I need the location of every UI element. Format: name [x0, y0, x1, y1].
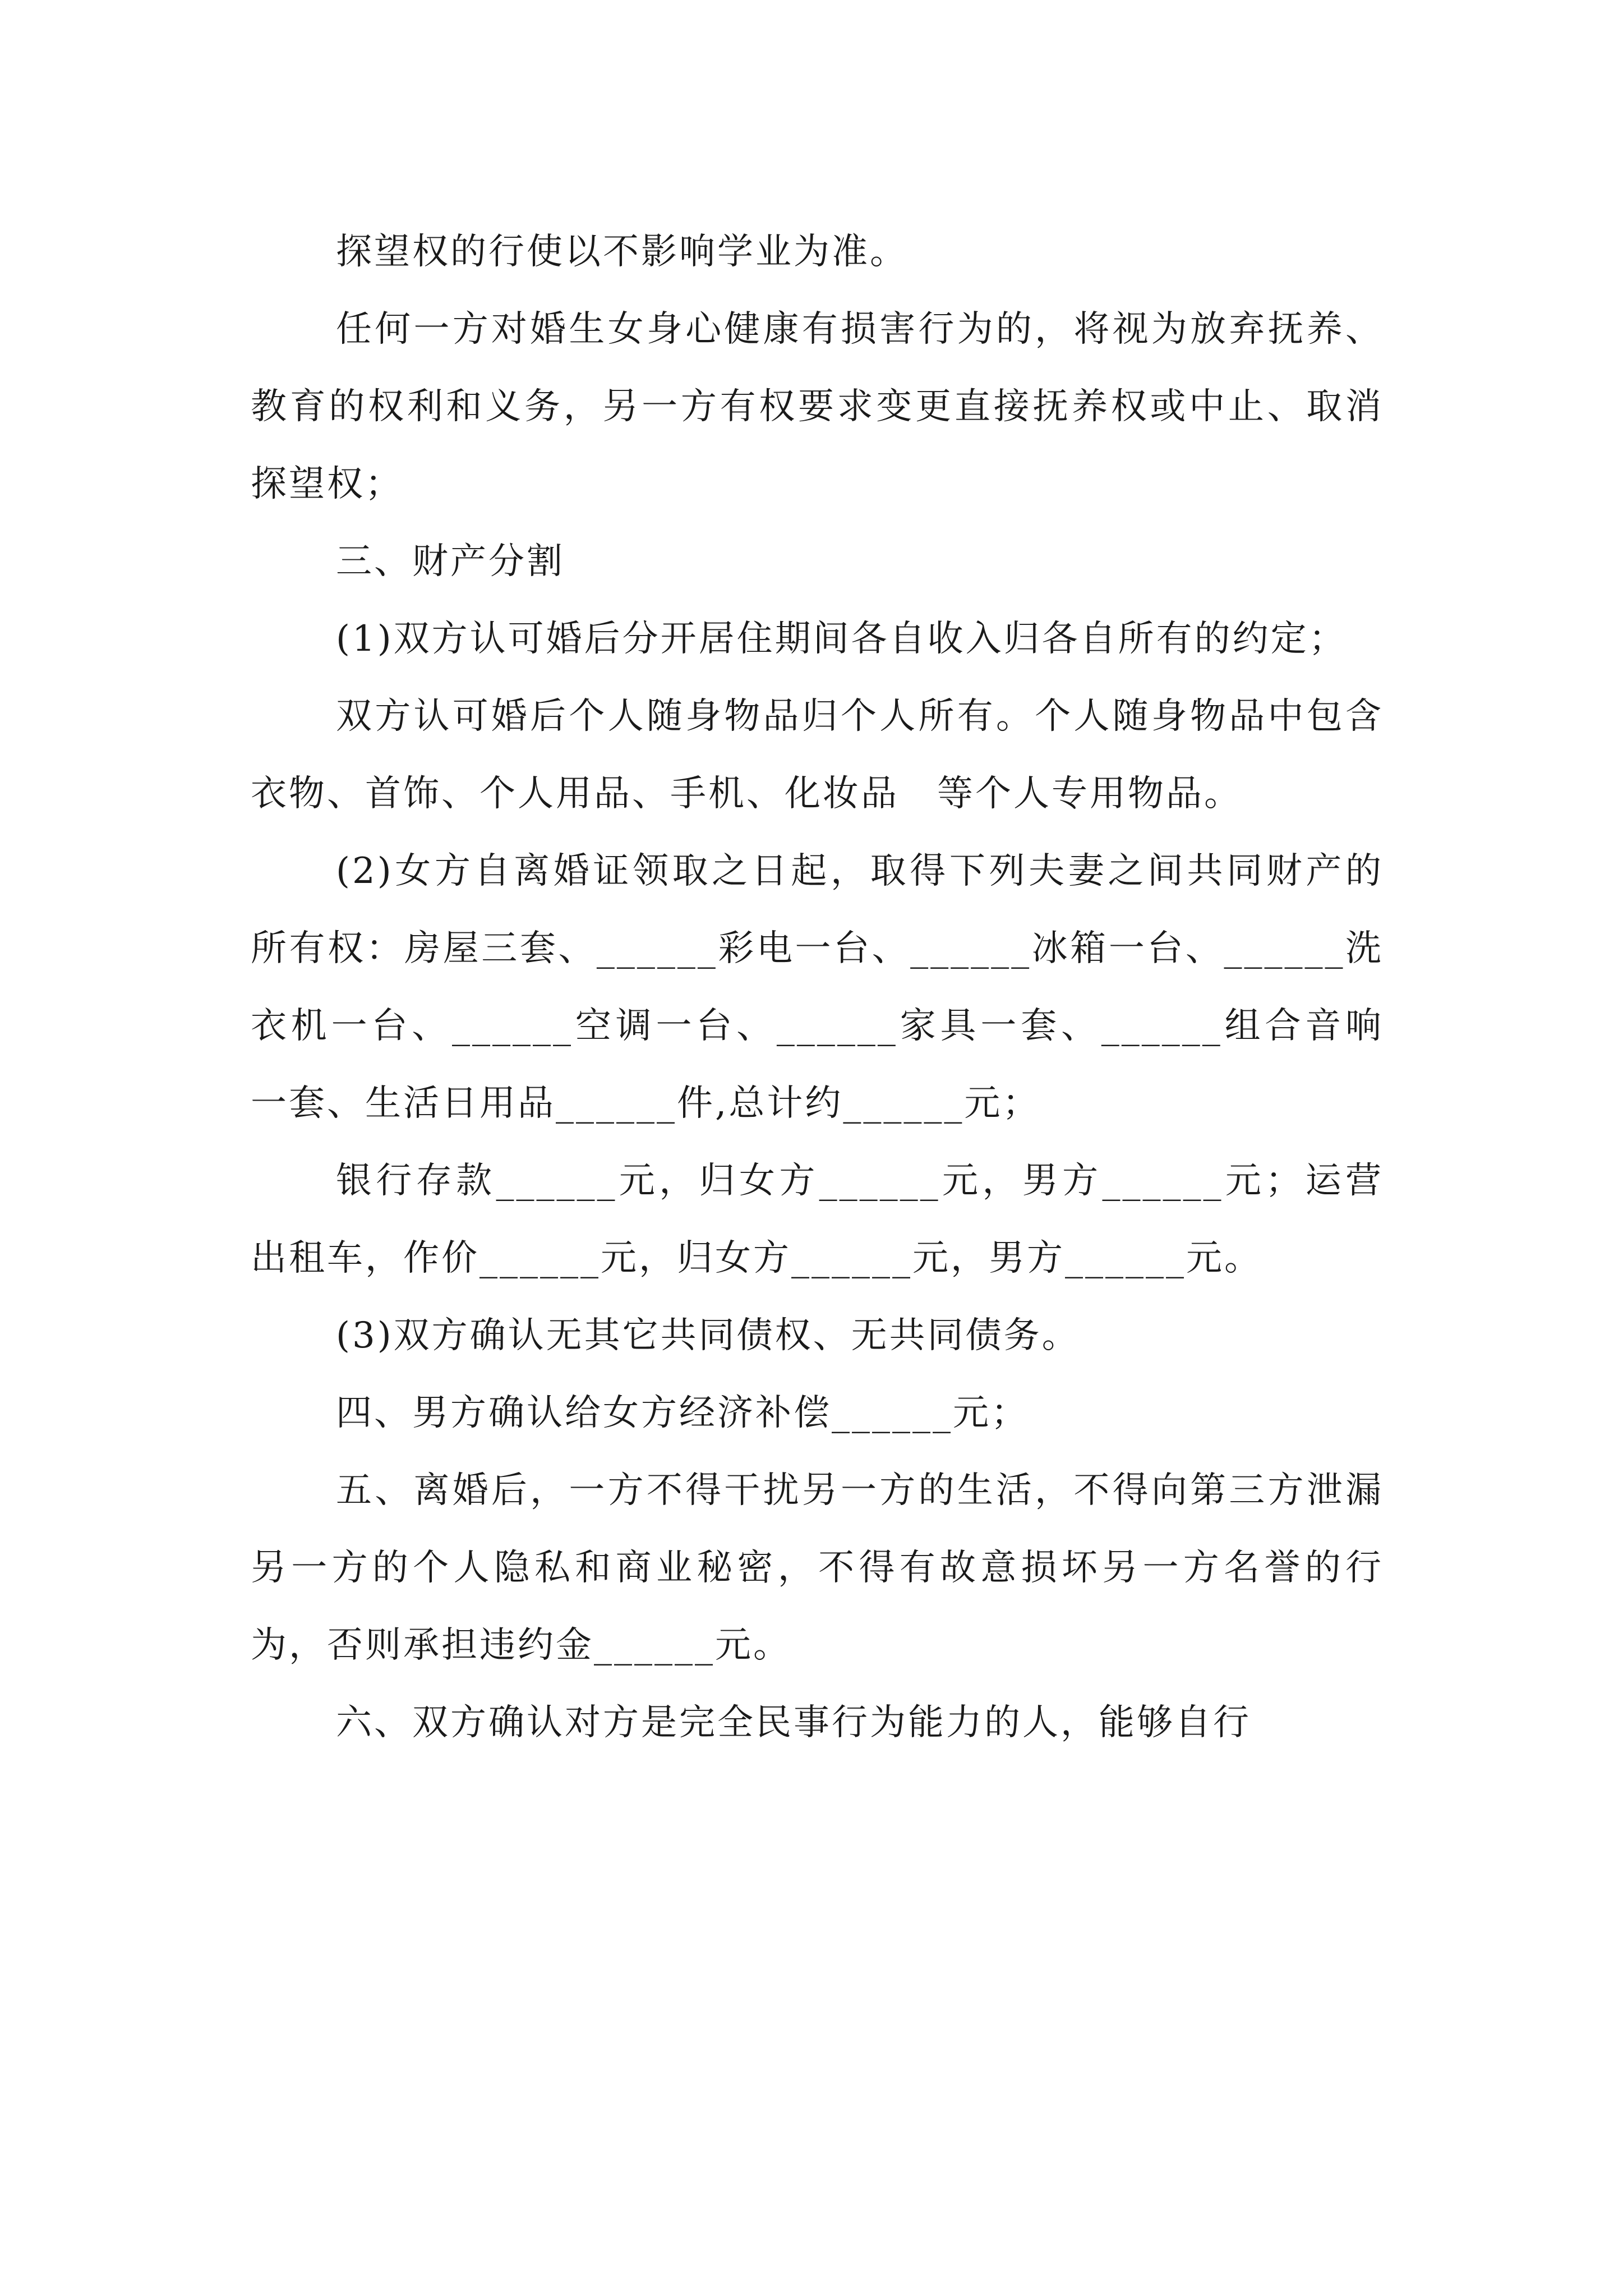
paragraph-income-agreement: (1)双方认可婚后分开居住期间各自收入归各自所有的约定； [336, 618, 1347, 660]
paragraph-joint-property: (2)女方自离婚证领取之日起，取得下列夫妻之间共同财产的所有权：房屋三套、______彩电一台、______冰箱一台、______洗衣机一台、______空调一台、______家具一套、______组合音响 一套、生活日用品______件,总计约______元； [251, 850, 1422, 1124]
section-non-interference: 五、离婚后，一方不得干扰另一方的生活，不得向第三方泄漏另一方的个人隐私和商业秘密，不得有故意损坏另一方名誉的行为，否则承担违约金______元。 [251, 1470, 1384, 1666]
paragraph-bank-deposit-taxi: 银行存款______元，归女方______元，男方______元；运营出租车，作价______元，归女方______元，男方______元。 [251, 1160, 1384, 1279]
paragraph-no-joint-debt: (3)双方确认无其它共同债权、无共同债务。 [336, 1315, 1080, 1356]
section-compensation: 四、男方确认给女方经济补偿______元； [336, 1392, 1029, 1434]
section-heading-property-division: 三、财产分割 [336, 541, 565, 582]
paragraph-harm-clause: 任何一方对婚生女身心健康有损害行为的，将视为放弃抚养、教育的权利和义务，另一方有权要求变更直接抚养权或中止、取消探望权； [251, 309, 1384, 505]
section-capacity-confirmation: 六、双方确认对方是完全民事行为能力的人，能够自行 [336, 1702, 1251, 1743]
document-body [251, 213, 1422, 1761]
paragraph-visitation-study: 探望权的行使以不影响学业为准。 [336, 231, 908, 273]
paragraph-personal-items: 双方认可婚后个人随身物品归个人所有。个人随身物品中包含衣物、首饰、个人用品、手机、化妆品 等个人专用物品。 [251, 696, 1384, 815]
